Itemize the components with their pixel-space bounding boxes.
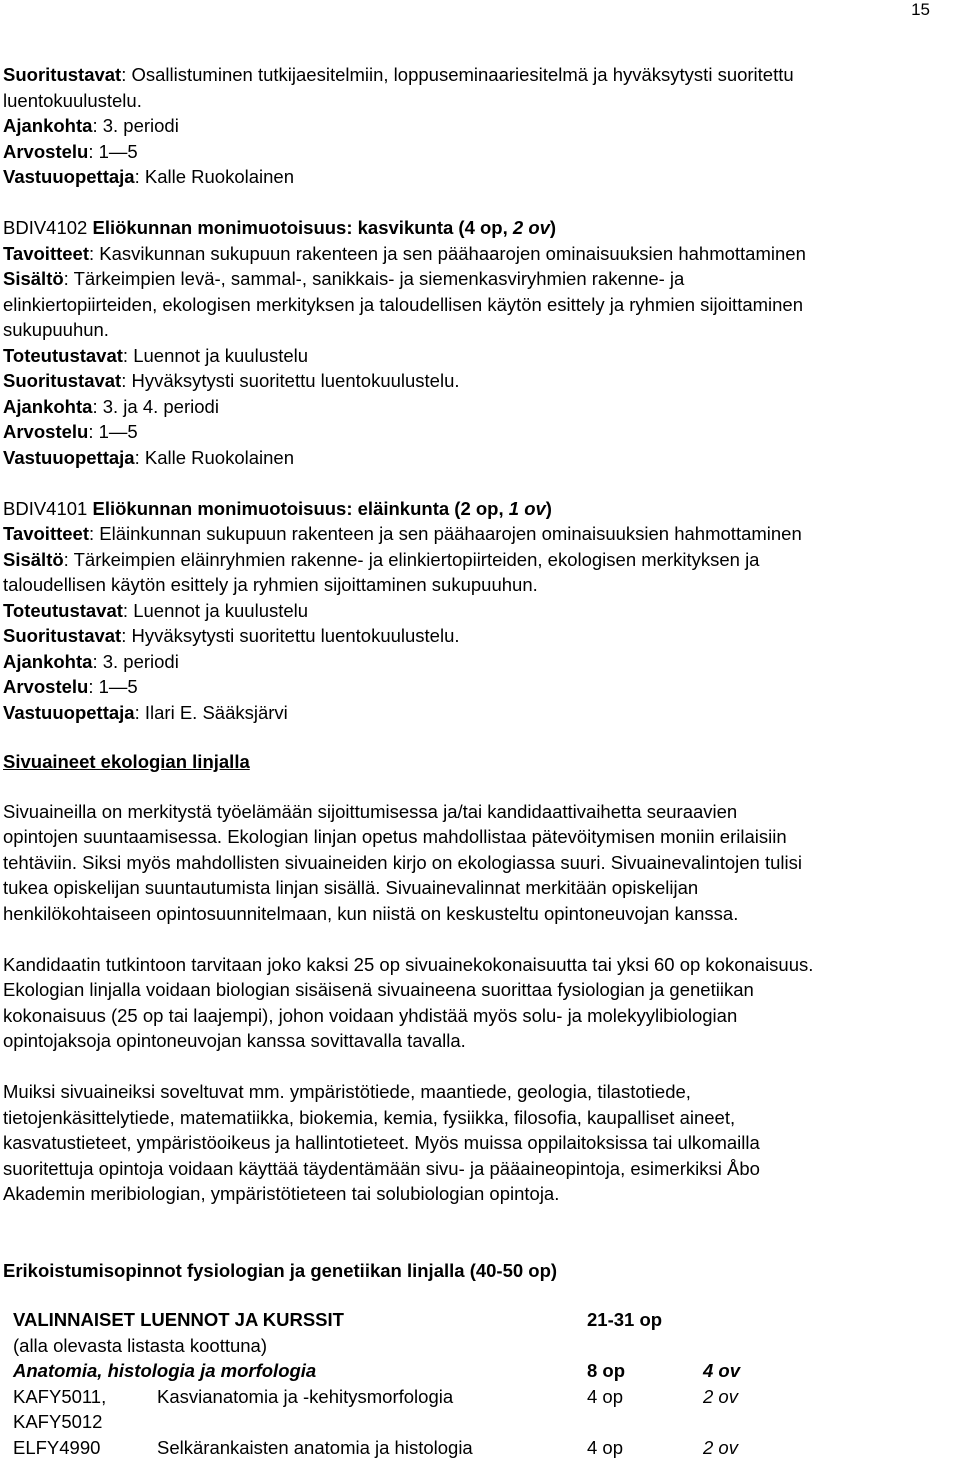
suoritustavat-line: [3, 368, 960, 394]
koottuna-note: (alla olevasta listasta koottuna): [13, 1333, 803, 1359]
paragraph-line: tukea opiskelijan suuntautumista linjan sisällä. Sivuainevalinnat merkitään opiskelijan: [3, 875, 960, 901]
arvostelu-line: [3, 674, 960, 700]
anatomia-label: Anatomia, histologia ja morfologia: [13, 1358, 587, 1384]
ajankohta-value: : 3. periodi: [92, 651, 178, 672]
table-row: [13, 1409, 803, 1435]
course-heading-bdiv4102: [3, 215, 960, 241]
paragraph-line: opintojaksoja opintoneuvojan kanssa sovittavalla tavalla.: [3, 1028, 960, 1054]
course-table: [13, 1307, 803, 1460]
tavoitteet-value: : Kasvikunnan sukupuun rakenteen ja sen päähaarojen ominaisuuksien hahmottaminen: [89, 243, 806, 264]
course-code: ELFY4990: [13, 1435, 157, 1460]
sisalto-line: [3, 266, 960, 292]
ajankohta-label: Ajankohta: [3, 651, 92, 672]
suoritustavat-value: : Hyväksytysti suoritettu luentokuulustelu.: [121, 370, 459, 391]
ajankohta-line: [3, 649, 960, 675]
sisalto-label: Sisältö: [3, 549, 64, 570]
arvostelu-value: : 1—5: [88, 421, 137, 442]
course-name: Selkärankaisten anatomia ja histologia: [157, 1435, 587, 1460]
suoritustavat-value: : Hyväksytysti suoritettu luentokuulustelu.: [121, 625, 459, 646]
section-heading-erikoistumis: Erikoistumisopinnot fysiologian ja genetiikan linjalla (40-50 op): [3, 1258, 960, 1284]
course-ov: 2 ov: [703, 1384, 803, 1410]
sisalto-cont: sukupuuhun.: [3, 317, 960, 343]
paragraph-line: Sivuaineilla on merkitystä työelämään sijoittumisessa ja/tai kandidaattivaihetta seuraavien: [3, 799, 960, 825]
vastuuopettaja-value: : Kalle Ruokolainen: [135, 447, 294, 468]
vastuuopettaja-line: [3, 445, 960, 471]
vastuuopettaja-label: Vastuuopettaja: [3, 447, 135, 468]
course-ov: 2 ov: [703, 1435, 803, 1460]
ajankohta-label: Ajankohta: [3, 396, 92, 417]
course-title: Eliökunnan monimuotoisuus: eläinkunta (2 op,: [92, 498, 508, 519]
suoritustavat-line: [3, 623, 960, 649]
toteutustavat-value: : Luennot ja kuulustelu: [123, 345, 308, 366]
section-heading-sivuaineet: Sivuaineet ekologian linjalla: [3, 749, 960, 775]
course-title-close: ): [546, 498, 552, 519]
paragraph-sivuaineet-1: [3, 799, 960, 927]
course-op: 4 op: [587, 1435, 703, 1460]
paragraph-line: opintojen suuntaamisessa. Ekologian linjan opetus mahdollistaa pätevöitymisen moniin erilaisiin: [3, 824, 960, 850]
anatomia-ov: 4 ov: [703, 1358, 803, 1384]
paragraph-line: henkilökohtaiseen opintosuunnitelmaan, kun niistä on keskusteltu opintoneuvojan kanssa.: [3, 901, 960, 927]
course-ov: [703, 1409, 803, 1435]
course-code: BDIV4101: [3, 498, 92, 519]
sisalto-line: [3, 547, 960, 573]
course-name: [157, 1409, 587, 1435]
toteutustavat-value: : Luennot ja kuulustelu: [123, 600, 308, 621]
toteutustavat-label: Toteutustavat: [3, 600, 123, 621]
arvostelu-value: : 1—5: [88, 676, 137, 697]
paragraph-sivuaineet-3: [3, 1079, 960, 1207]
tavoitteet-line: [3, 241, 960, 267]
course-name: Kasvianatomia ja -kehitysmorfologia: [157, 1384, 587, 1410]
arvostelu-label: Arvostelu: [3, 421, 88, 442]
sisalto-value: : Tärkeimpien levä-, sammal-, sanikkais- ja siemenkasviryhmien rakenne- ja: [64, 268, 685, 289]
suoritustavat-label: Suoritustavat: [3, 370, 121, 391]
paragraph-line: suoritettuja opintoja voidaan käyttää täydentämään sivu- ja pääaineopintoja, esimerkiksi Åbo: [3, 1156, 960, 1182]
paragraph-line: kasvatustieteet, ympäristöoikeus ja hallintotieteet. Myös muissa oppilaitoksissa tai ulkomailla: [3, 1130, 960, 1156]
suoritustavat-value: : Osallistuminen tutkijaesitelmiin, loppuseminaariesitelmä ja hyväksytysti suoritettu: [121, 64, 793, 85]
tavoitteet-line: [3, 521, 960, 547]
course-ov: 2 ov: [513, 217, 550, 238]
page-number: 15: [911, 0, 930, 23]
course-op: 4 op: [587, 1384, 703, 1410]
ajankohta-value: : 3. periodi: [92, 115, 178, 136]
document-body: [3, 62, 960, 1460]
table-row: [13, 1333, 803, 1359]
paragraph-sivuaineet-2: [3, 952, 960, 1054]
paragraph-line: kokonaisuus (25 op tai laajempi), johon voidaan yhdistää myös solu- ja molekyylibiologian: [3, 1003, 960, 1029]
sisalto-cont: elinkiertopiirteiden, ekologisen merkityksen ja taloudellisen käytön esittely ja ryhmien sijoittaminen: [3, 292, 960, 318]
arvostelu-line: [3, 419, 960, 445]
paragraph-line: tehtäviin. Siksi myös mahdollisten sivuaineiden kirjo on ekologiassa suuri. Sivuainevalintojen tulisi: [3, 850, 960, 876]
table-row: [13, 1307, 803, 1333]
suoritustavat-label: Suoritustavat: [3, 625, 121, 646]
paragraph-line: tietojenkäsittelytiede, matematiikka, biokemia, kemia, fysiikka, filosofia, kaupalliset aineet,: [3, 1105, 960, 1131]
table-row: [13, 1435, 803, 1460]
vastuuopettaja-label: Vastuuopettaja: [3, 702, 135, 723]
arvostelu-line: [3, 139, 960, 165]
suoritustavat-line: [3, 62, 960, 88]
toteutustavat-line: [3, 343, 960, 369]
course-op: [587, 1409, 703, 1435]
paragraph-line: Muiksi sivuaineiksi soveltuvat mm. ympäristötiede, maantiede, geologia, tilastotiede,: [3, 1079, 960, 1105]
sisalto-cont: taloudellisen käytön esittely ja ryhmien sijoittaminen sukupuuhun.: [3, 572, 960, 598]
arvostelu-label: Arvostelu: [3, 676, 88, 697]
vastuuopettaja-value: : Ilari E. Sääksjärvi: [135, 702, 288, 723]
arvostelu-label: Arvostelu: [3, 141, 88, 162]
course-ov: 1 ov: [509, 498, 546, 519]
course-code: BDIV4102: [3, 217, 92, 238]
arvostelu-value: : 1—5: [88, 141, 137, 162]
suoritustavat-label: Suoritustavat: [3, 64, 121, 85]
table-row: [13, 1384, 803, 1410]
tavoitteet-label: Tavoitteet: [3, 243, 89, 264]
tavoitteet-value: : Eläinkunnan sukupuun rakenteen ja sen päähaarojen ominaisuuksien hahmottaminen: [89, 523, 802, 544]
tavoitteet-label: Tavoitteet: [3, 523, 89, 544]
course-code: KAFY5011,: [13, 1384, 157, 1410]
paragraph-line: Kandidaatin tutkintoon tarvitaan joko kaksi 25 op sivuainekokonaisuutta tai yksi 60 op kokonaisuus.: [3, 952, 960, 978]
anatomia-op: 8 op: [587, 1358, 703, 1384]
vastuuopettaja-line: [3, 700, 960, 726]
vastuuopettaja-label: Vastuuopettaja: [3, 166, 135, 187]
course-title-close: ): [550, 217, 556, 238]
paragraph-line: Ekologian linjalla voidaan biologian sisäisenä sivuaineena suorittaa fysiologian ja genetiikan: [3, 977, 960, 1003]
course-code: KAFY5012: [13, 1409, 157, 1435]
ajankohta-line: [3, 394, 960, 420]
course-title: Eliökunnan monimuotoisuus: kasvikunta (4 op,: [92, 217, 512, 238]
ajankohta-label: Ajankohta: [3, 115, 92, 136]
paragraph-line: Akademin meribiologian, ympäristötieteen tai solubiologian opintoja.: [3, 1181, 960, 1207]
vastuuopettaja-line: [3, 164, 960, 190]
sisalto-label: Sisältö: [3, 268, 64, 289]
valinnaiset-label: VALINNAISET LUENNOT JA KURSSIT: [13, 1307, 587, 1333]
table-row: [13, 1358, 803, 1384]
ajankohta-line: [3, 113, 960, 139]
toteutustavat-label: Toteutustavat: [3, 345, 123, 366]
course-heading-bdiv4101: [3, 496, 960, 522]
vastuuopettaja-value: : Kalle Ruokolainen: [135, 166, 294, 187]
ajankohta-value: : 3. ja 4. periodi: [92, 396, 219, 417]
suoritustavat-cont: luentokuulustelu.: [3, 88, 960, 114]
sisalto-value: : Tärkeimpien eläinryhmien rakenne- ja elinkiertopiirteiden, ekologisen merkityksen ja: [64, 549, 760, 570]
toteutustavat-line: [3, 598, 960, 624]
valinnaiset-op: 21-31 op: [587, 1307, 803, 1333]
